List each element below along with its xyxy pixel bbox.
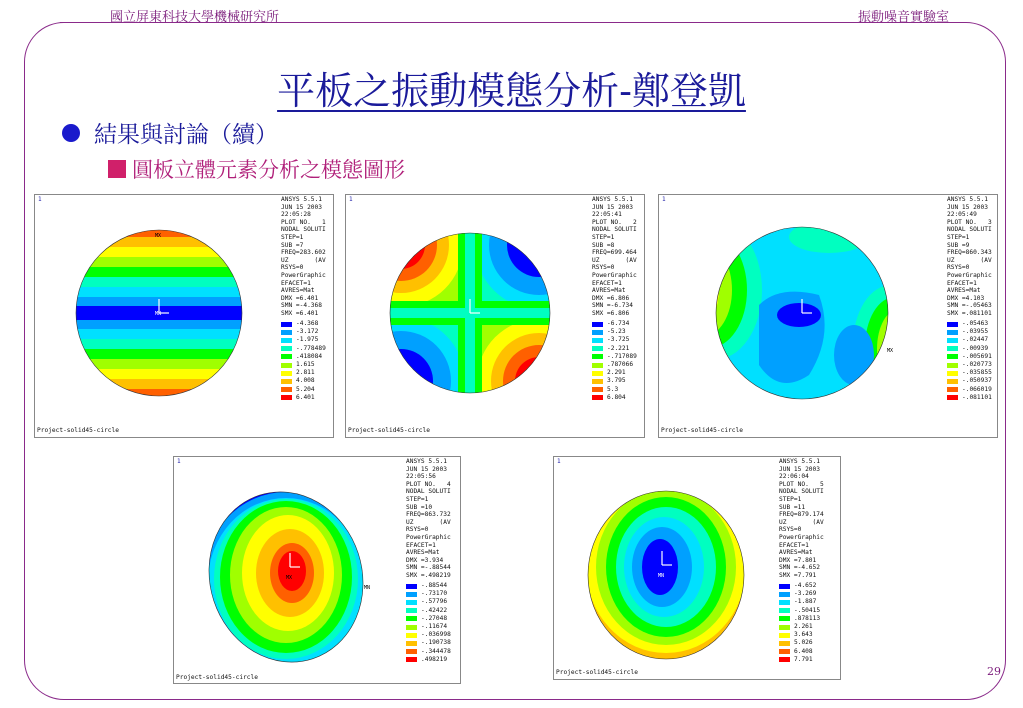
contour-legend [281,320,326,402]
info-line: 22:05:41 [592,211,622,219]
info-line: AVRES=Mat [947,287,981,295]
legend-entry [592,369,637,377]
plot-index: 1 [557,458,561,465]
legend-swatch [779,584,790,589]
legend-value: 5.204 [296,385,315,393]
legend-entry [947,369,992,377]
contour-legend [592,320,637,402]
legend-value: 6.408 [794,647,813,655]
min-marker: MN [364,585,371,591]
info-line: PLOT NO. 4 [406,480,451,488]
legend-entry [281,394,326,402]
legend-swatch [947,338,958,343]
legend-value: 6.804 [607,393,626,401]
info-line: ANSYS 5.5.1 [592,196,633,203]
mode-plot-panel-1 [34,194,334,438]
mode-plot-panel-3 [658,194,998,438]
info-line: DMX =6.806 [592,294,630,302]
info-line: RSYS=0 [779,526,802,534]
plot-footer: Project-solid45-circle [348,427,430,434]
info-line: UZ (AV [947,256,992,264]
info-line: UZ (AV [779,518,824,526]
contour-plot-3 [659,195,949,437]
legend-value: -.081101 [962,393,992,401]
legend-entry [406,615,451,623]
info-line: PowerGraphic [947,271,992,279]
info-line: SUB =7 [281,241,304,249]
legend-entry [779,582,820,590]
plot-index: 1 [177,458,181,465]
legend-swatch [779,649,790,654]
plot-footer: Project-solid45-circle [37,427,119,434]
info-line: PowerGraphic [406,533,451,541]
contour-plot-4 [174,457,406,683]
legend-entry [281,328,326,336]
bullet-level1-text: 結果與討論（續） [94,122,278,148]
plot-footer: Project-solid45-circle [176,674,258,681]
legend-entry [947,336,992,344]
legend-entry [406,631,451,639]
legend-entry [592,345,637,353]
plot-footer: Project-solid45-circle [661,427,743,434]
slide-title-text: 平板之振動模態分析-鄭登凱 [277,69,746,113]
legend-entry [281,361,326,369]
legend-swatch [406,584,417,589]
legend-value: 4.008 [296,377,315,385]
info-line: PowerGraphic [281,271,326,279]
info-line: 22:05:28 [281,211,311,219]
legend-entry [406,582,451,590]
info-line: ANSYS 5.5.1 [779,458,820,465]
legend-value: -.020773 [962,360,992,368]
legend-swatch [779,600,790,605]
legend-swatch [281,338,292,343]
info-line: NODAL SOLUTI [406,488,451,496]
info-line: JUN 15 2003 [281,203,322,211]
legend-value: -4.652 [794,582,817,589]
legend-value: -6.734 [607,320,630,327]
bullet-level2-text: 圓板立體元素分析之模態圖形 [132,158,405,182]
legend-entry [779,598,820,606]
legend-value: -.03955 [962,328,989,336]
info-line: EFACET=1 [281,279,311,287]
info-line: SMX =6.401 [281,309,319,317]
legend-value: -.88544 [421,582,448,589]
legend-swatch [592,354,603,359]
legend-swatch [281,322,292,327]
info-line: EFACET=1 [947,279,977,287]
info-line: UZ (AV [281,256,326,264]
info-line: PLOT NO. 5 [779,480,824,488]
contour-legend [406,582,451,664]
legend-swatch [779,592,790,597]
info-line: PowerGraphic [779,533,824,541]
info-line: AVRES=Mat [592,287,626,295]
legend-swatch [281,387,292,392]
legend-value: -.066019 [962,385,992,393]
info-line: UZ (AV [406,518,451,526]
legend-value: -3.269 [794,590,817,598]
legend-swatch [592,338,603,343]
legend-entry [779,648,820,656]
info-line: 22:05:56 [406,473,436,481]
legend-entry [947,353,992,361]
legend-swatch [592,330,603,335]
legend-entry [406,623,451,631]
legend-entry [947,345,992,353]
legend-value: 2.261 [794,622,813,630]
info-line: STEP=1 [947,233,970,241]
legend-entry [779,623,820,631]
legend-entry [947,320,992,328]
legend-swatch [779,657,790,662]
info-line: SMN =-4.652 [779,564,820,572]
legend-value: -.11674 [421,622,448,630]
info-line: FREQ=879.174 [779,511,824,519]
legend-swatch [281,371,292,376]
legend-swatch [779,633,790,638]
legend-value: -.27048 [421,614,448,622]
header-right-text: 振動噪音實驗室 [857,10,949,25]
legend-value: -.035855 [962,369,992,377]
legend-value: 5.026 [794,639,813,647]
legend-value: -.57796 [421,598,448,606]
legend-entry [281,353,326,361]
legend-entry [406,598,451,606]
legend-swatch [281,346,292,351]
legend-swatch [406,616,417,621]
legend-entry [779,615,820,623]
mode-plot-panel-2 [345,194,645,438]
info-line: NODAL SOLUTI [947,226,992,234]
info-line: SUB =11 [779,503,806,511]
legend-swatch [406,641,417,646]
info-line: DMX =6.401 [281,294,319,302]
legend-entry [281,369,326,377]
info-line: SMX =.498219 [406,571,451,579]
legend-swatch [406,600,417,605]
contour-plot-1 [35,195,282,437]
info-line: PowerGraphic [592,271,637,279]
legend-value: 6.401 [296,393,315,401]
info-line: SUB =8 [592,241,615,249]
contour-plot-5 [554,457,779,679]
legend-swatch [406,649,417,654]
legend-entry [592,377,637,385]
info-line: STEP=1 [281,233,304,241]
legend-value: -3.725 [607,336,630,344]
legend-swatch [779,608,790,613]
info-line: DMX =4.103 [947,294,985,302]
legend-entry [592,386,637,394]
page-number: 29 [987,665,1001,678]
legend-value: .418084 [296,352,323,360]
solution-info [406,458,451,580]
slide-title [0,60,1023,115]
legend-value: -.778489 [296,344,326,352]
legend-value: -.344478 [421,647,451,655]
max-marker: MX [155,233,162,239]
info-line: FREQ=699.464 [592,249,637,257]
header-left-text: 國立屏東科技大學機械研究所 [110,10,280,25]
info-line: 22:06:04 [779,473,809,481]
plot-footer: Project-solid45-circle [556,669,638,676]
legend-entry [406,639,451,647]
max-marker: MX [286,575,293,581]
info-line: JUN 15 2003 [406,465,447,473]
legend-entry [592,353,637,361]
plot-index: 1 [662,196,666,203]
info-line: JUN 15 2003 [592,203,633,211]
info-line: EFACET=1 [592,279,622,287]
info-line: SMX =.081101 [947,309,992,317]
info-line: 22:05:49 [947,211,977,219]
legend-value: -.717089 [607,352,637,360]
info-line: FREQ=860.343 [947,249,992,257]
legend-entry [947,377,992,385]
legend-swatch [947,395,958,400]
legend-entry [947,386,992,394]
legend-value: -2.221 [607,344,630,352]
info-line: SMN =-4.368 [281,302,322,310]
legend-value: -1.887 [794,598,817,606]
legend-value: 2.811 [296,369,315,377]
info-line: JUN 15 2003 [947,203,988,211]
legend-entry [779,656,820,664]
bullet-square-icon [108,160,126,178]
legend-value: -.036998 [421,631,451,639]
legend-entry [592,361,637,369]
legend-swatch [281,354,292,359]
contour-plot-2 [346,195,593,437]
legend-swatch [779,641,790,646]
bullet-level2 [108,154,405,184]
legend-swatch [406,657,417,662]
info-line: PLOT NO. 2 [592,218,637,226]
info-line: EFACET=1 [406,541,436,549]
legend-entry [592,320,637,328]
legend-value: 7.791 [794,655,813,663]
info-line: SMN =-.88544 [406,564,451,572]
legend-value: .498219 [421,655,448,663]
legend-entry [779,631,820,639]
info-line: NODAL SOLUTI [779,488,824,496]
info-line: ANSYS 5.5.1 [947,196,988,203]
legend-value: 5.3 [607,385,619,393]
info-line: JUN 15 2003 [779,465,820,473]
legend-swatch [947,330,958,335]
contour-legend [947,320,992,402]
info-line: DMX =3.934 [406,556,444,564]
legend-value: -.050937 [962,377,992,385]
legend-swatch [947,379,958,384]
legend-value: 1.615 [296,360,315,368]
plot-index: 1 [38,196,42,203]
mode-plot-panel-4 [173,456,461,684]
solution-info [779,458,824,580]
legend-entry [281,377,326,385]
legend-swatch [947,346,958,351]
info-line: STEP=1 [592,233,615,241]
legend-swatch [592,387,603,392]
legend-value: .787066 [607,360,634,368]
info-line: STEP=1 [406,495,429,503]
legend-entry [406,607,451,615]
legend-swatch [592,395,603,400]
legend-value: .878113 [794,614,821,622]
legend-value: -.00939 [962,344,989,352]
legend-entry [592,336,637,344]
info-line: NODAL SOLUTI [281,226,326,234]
legend-swatch [281,330,292,335]
info-line: UZ (AV [592,256,637,264]
legend-entry [779,639,820,647]
legend-swatch [947,387,958,392]
legend-swatch [406,633,417,638]
legend-swatch [947,363,958,368]
info-line: AVRES=Mat [406,549,440,557]
min-marker: MN [658,573,665,579]
legend-value: 3.795 [607,377,626,385]
legend-swatch [947,371,958,376]
legend-entry [406,590,451,598]
legend-value: -.05463 [962,320,989,327]
info-line: FREQ=863.732 [406,511,451,519]
legend-value: -.50415 [794,606,821,614]
bullet-level1 [62,116,278,149]
legend-swatch [592,346,603,351]
solution-info [592,196,637,318]
legend-value: -.005691 [962,352,992,360]
legend-entry [779,590,820,598]
info-line: AVRES=Mat [779,549,813,557]
info-line: FREQ=283.602 [281,249,326,257]
info-line: SMX =6.806 [592,309,630,317]
legend-value: 2.291 [607,369,626,377]
legend-value: 3.643 [794,631,813,639]
legend-entry [281,320,326,328]
legend-swatch [592,379,603,384]
contour-legend [779,582,820,664]
info-line: STEP=1 [779,495,802,503]
legend-value: -5.23 [607,328,626,336]
info-line: SUB =9 [947,241,970,249]
legend-entry [406,656,451,664]
min-marker: MN [155,311,162,317]
legend-swatch [947,322,958,327]
legend-entry [281,386,326,394]
solution-info [947,196,992,318]
legend-value: -.42422 [421,606,448,614]
legend-swatch [406,608,417,613]
legend-entry [592,328,637,336]
legend-entry [281,336,326,344]
bullet-dot-icon [62,124,80,142]
info-line: NODAL SOLUTI [592,226,637,234]
legend-entry [592,394,637,402]
legend-entry [281,345,326,353]
legend-value: -4.368 [296,320,319,327]
legend-swatch [281,363,292,368]
legend-entry [779,607,820,615]
legend-swatch [592,363,603,368]
legend-swatch [592,371,603,376]
legend-swatch [281,395,292,400]
legend-swatch [947,354,958,359]
legend-swatch [406,625,417,630]
legend-value: -.73170 [421,590,448,598]
legend-value: -3.172 [296,328,319,336]
legend-entry [947,394,992,402]
legend-swatch [779,616,790,621]
legend-value: -.190738 [421,639,451,647]
legend-value: -1.975 [296,336,319,344]
info-line: PLOT NO. 1 [281,218,326,226]
mode-plot-panel-5 [553,456,841,680]
info-line: RSYS=0 [281,264,304,272]
info-line: DMX =7.801 [779,556,817,564]
info-line: SMN =-.05463 [947,302,992,310]
info-line: ANSYS 5.5.1 [281,196,322,203]
info-line: RSYS=0 [406,526,429,534]
legend-entry [947,361,992,369]
info-line: SUB =10 [406,503,433,511]
info-line: AVRES=Mat [281,287,315,295]
info-line: ANSYS 5.5.1 [406,458,447,465]
legend-swatch [281,379,292,384]
info-line: EFACET=1 [779,541,809,549]
info-line: PLOT NO. 3 [947,218,992,226]
info-line: RSYS=0 [947,264,970,272]
plot-index: 1 [349,196,353,203]
legend-swatch [779,625,790,630]
legend-entry [406,648,451,656]
legend-value: -.02447 [962,336,989,344]
info-line: SMN =-6.734 [592,302,633,310]
info-line: RSYS=0 [592,264,615,272]
legend-swatch [406,592,417,597]
legend-swatch [592,322,603,327]
max-marker: MX [887,348,894,354]
legend-entry [947,328,992,336]
info-line: SMX =7.791 [779,571,817,579]
solution-info [281,196,326,318]
